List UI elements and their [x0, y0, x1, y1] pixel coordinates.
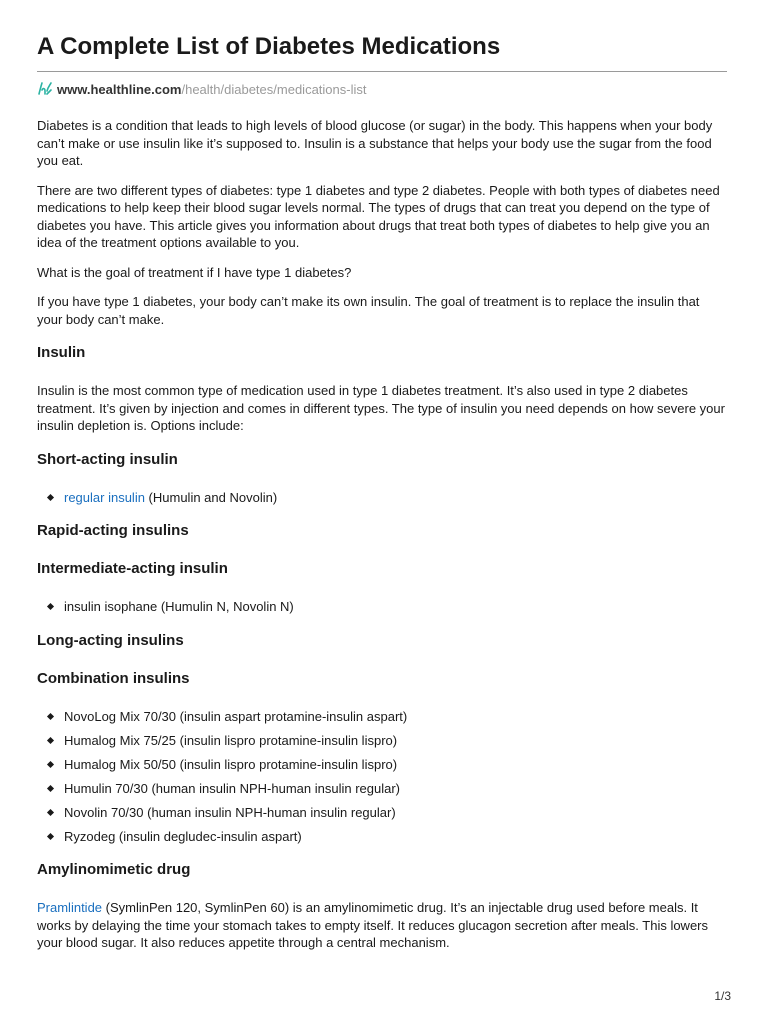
list-item-text: Humulin 70/30 (human insulin NPH-human insulin regular) [64, 780, 400, 796]
intermediate-acting-list [37, 598, 727, 616]
title-divider [37, 71, 727, 72]
bullet-icon [47, 712, 54, 719]
list-item-text: Ryzodeg (insulin degludec-insulin aspart) [64, 828, 302, 844]
combination-list [37, 708, 727, 846]
source-domain[interactable]: www.healthline.com [57, 81, 182, 97]
page-number: 1/3 [714, 989, 731, 1003]
insulin-paragraph: Insulin is the most common type of medication used in type 1 diabetes treatment. It’s also used in type 2 diabetes treatment. It’s given by injection and comes in different types. The type of insulin you need depends on how severe your insulin depletion is. Options include: [37, 383, 725, 433]
bullet-icon [47, 808, 54, 815]
list-item [37, 598, 727, 616]
healthline-logo-icon [37, 81, 53, 97]
heading-amylinomimetic: Amylinomimetic drug [37, 861, 191, 878]
amylinomimetic-text: (SymlinPen 120, SymlinPen 60) is an amylinomimetic drug. It’s an injectable drug used before meals. It works by delaying the time your stomach takes to empty itself. It reduces glucagon secretion after meals. This lowers your blood sugar. It also reduces appetite through a central mechanism. [37, 900, 709, 950]
heading-insulin: Insulin [37, 344, 86, 361]
list-item-text: NovoLog Mix 70/30 (insulin aspart protamine-insulin aspart) [64, 708, 408, 724]
intro-question: What is the goal of treatment if I have type 1 diabetes? [37, 264, 352, 280]
source-line [37, 80, 366, 98]
bullet-icon [47, 736, 54, 743]
list-item-text: insulin isophane (Humulin N, Novolin N) [64, 599, 294, 614]
bullet-icon [47, 493, 54, 500]
bullet-icon [47, 760, 54, 767]
list-item [37, 828, 727, 846]
list-item [37, 732, 727, 750]
article-body [37, 117, 727, 964]
list-item-text: (Humulin and Novolin) [144, 489, 278, 505]
heading-intermediate-acting: Intermediate-acting insulin [37, 560, 228, 577]
list-item [37, 780, 727, 798]
list-item [37, 708, 727, 726]
page-title: A Complete List of Diabetes Medications [37, 33, 501, 60]
heading-short-acting: Short-acting insulin [37, 450, 178, 468]
intro-paragraph-2: There are two different types of diabetes: type 1 diabetes and type 2 diabetes. People with both types of diabetes need medications to help keep their blood sugar levels normal. The types of drugs that can treat you depend on the type of diabetes you have. This article gives you information about drugs that treat both types of diabetes to help give you an idea of the treatment options available to you. [37, 182, 720, 250]
intro-paragraph-1: Diabetes is a condition that leads to high levels of blood glucose (or sugar) in the body. This happens when your body can’t make or use insulin like it’s supposed to. Insulin is a substance that helps your body use the sugar from the food you eat. [37, 118, 713, 168]
source-path[interactable]: /health/diabetes/medications-list [181, 81, 367, 97]
list-item-text: Humalog Mix 75/25 (insulin lispro protamine-insulin lispro) [64, 732, 398, 748]
list-item-text: Novolin 70/30 (human insulin NPH-human insulin regular) [64, 804, 396, 820]
intro-paragraph-4: If you have type 1 diabetes, your body can’t make its own insulin. The goal of treatment is to replace the insulin that your body can’t make. [37, 294, 700, 327]
bullet-icon [47, 784, 54, 791]
amylinomimetic-paragraph [37, 899, 727, 952]
list-item [37, 489, 727, 507]
list-item [37, 756, 727, 774]
bullet-icon [47, 603, 54, 610]
list-item [37, 804, 727, 822]
list-item-text: Humalog Mix 50/50 (insulin lispro protamine-insulin lispro) [64, 756, 398, 772]
pramlintide-link[interactable]: Pramlintide [37, 900, 103, 915]
short-acting-list [37, 489, 727, 507]
heading-rapid-acting: Rapid-acting insulins [37, 522, 189, 539]
bullet-icon [47, 832, 54, 839]
heading-long-acting: Long-acting insulins [37, 631, 184, 649]
regular-insulin-link[interactable]: regular insulin [64, 489, 145, 505]
heading-combination: Combination insulins [37, 669, 190, 687]
